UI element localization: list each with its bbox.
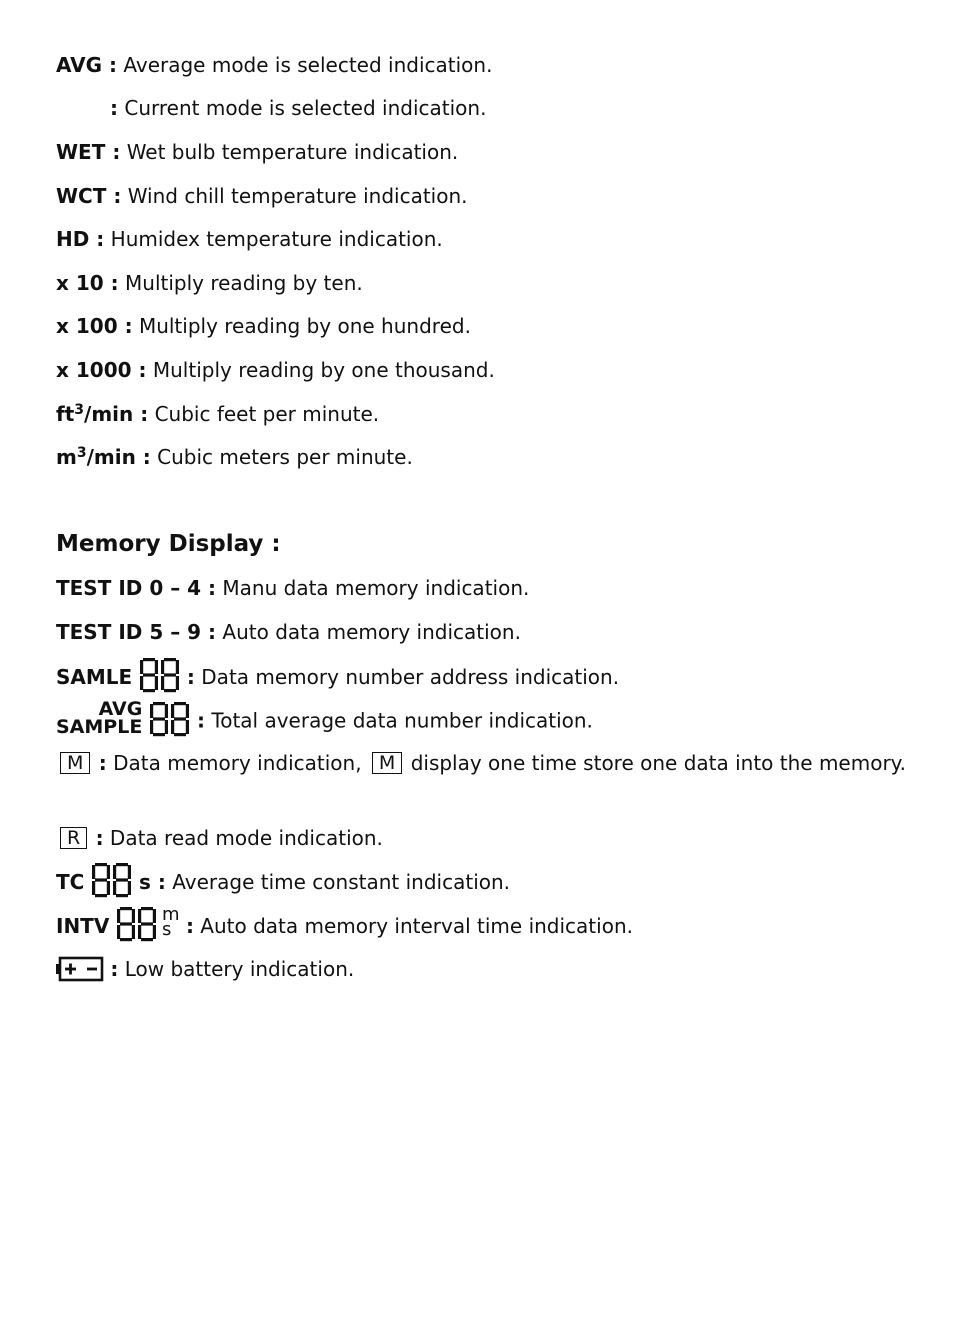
indicator-x1000 bbox=[56, 355, 914, 385]
read-mode-indicator: R : Data read mode indication. bbox=[56, 823, 914, 853]
indicator-wct bbox=[56, 181, 914, 211]
avg-sample-label: AVG SAMPLE bbox=[56, 698, 143, 738]
samle-desc: Data memory number address indication. bbox=[201, 665, 620, 689]
unit-ft3-min bbox=[56, 399, 914, 429]
test-id-auto bbox=[56, 617, 914, 647]
tc-label: TC bbox=[56, 870, 85, 894]
indicator-label: AVG : bbox=[56, 53, 117, 77]
avg-sample-indicator: AVG SAMPLE : Total average data number indication. bbox=[56, 698, 593, 738]
indicator-avg bbox=[56, 50, 914, 80]
indicator-hd bbox=[56, 224, 914, 254]
indicator-current bbox=[110, 93, 914, 123]
samle-label: SAMLE bbox=[56, 665, 133, 689]
avg-sample-desc: Total average data number indication. bbox=[211, 708, 593, 733]
memory-m-icon: M bbox=[60, 752, 90, 774]
read-r-icon: R bbox=[60, 827, 87, 849]
test-id-manu bbox=[56, 573, 914, 603]
low-battery-indicator: : Low battery indication. bbox=[56, 954, 914, 984]
unit-desc: Cubic feet per minute. bbox=[154, 402, 380, 426]
indicator-label: x 100 : bbox=[56, 314, 133, 338]
unit-label: $m^3/\min$ : bbox=[56, 445, 151, 469]
indicator-x10 bbox=[56, 268, 914, 298]
samle-indicator: SAMLE : Data memory number address indication. bbox=[56, 661, 914, 696]
unit-label: $ft^3/\min$ : bbox=[56, 402, 149, 426]
seven-segment-88-icon bbox=[116, 907, 158, 942]
indicator-desc: Multiply reading by one hundred. bbox=[138, 314, 471, 338]
indicator-desc: Current mode is selected indication. bbox=[124, 96, 487, 120]
indicator-label: WCT : bbox=[56, 184, 122, 208]
intv-indicator: INTV m s : Auto data memory interval time indication. bbox=[56, 910, 914, 945]
test-id-desc: Manu data memory indication. bbox=[222, 576, 530, 600]
low-battery-desc: Low battery indication. bbox=[124, 957, 355, 981]
tc-desc: Average time constant indication. bbox=[172, 870, 511, 894]
test-id-label: TEST ID 0 – 4 : bbox=[56, 576, 217, 600]
indicator-label: WET : bbox=[56, 140, 121, 164]
memory-display-heading: Memory Display : bbox=[56, 531, 281, 557]
intv-unit: m s bbox=[162, 903, 180, 940]
indicator-label: x 1000 : bbox=[56, 358, 147, 382]
indicator-desc: Multiply reading by one thousand. bbox=[152, 358, 495, 382]
indicator-desc: Wet bulb temperature indication. bbox=[126, 140, 459, 164]
indicator-desc: Multiply reading by ten. bbox=[125, 271, 363, 295]
memory-indicator: M : Data memory indication, M display one time store one data into the memory. bbox=[56, 748, 914, 778]
memory-m-icon: M bbox=[372, 752, 402, 774]
intv-label: INTV bbox=[56, 914, 110, 938]
indicator-desc: Average mode is selected indication. bbox=[123, 53, 493, 77]
seven-segment-88-icon bbox=[139, 658, 181, 693]
tc-indicator: TC s : Average time constant indication. bbox=[56, 866, 914, 901]
indicator-label: : bbox=[110, 96, 118, 120]
indicator-label: x 10 : bbox=[56, 271, 119, 295]
test-id-desc: Auto data memory indication. bbox=[222, 620, 521, 644]
seven-segment-88-icon bbox=[91, 863, 133, 898]
battery-icon bbox=[56, 956, 104, 982]
indicator-desc: Humidex temperature indication. bbox=[110, 227, 443, 251]
indicator-label: HD : bbox=[56, 227, 105, 251]
test-id-label: TEST ID 5 – 9 : bbox=[56, 620, 217, 644]
unit-m3-min bbox=[56, 442, 914, 472]
indicator-wet bbox=[56, 137, 914, 167]
indicator-x100 bbox=[56, 311, 914, 341]
unit-desc: Cubic meters per minute. bbox=[157, 445, 413, 469]
indicator-desc: Wind chill temperature indication. bbox=[127, 184, 468, 208]
seven-segment-88-icon bbox=[149, 702, 191, 737]
intv-desc: Auto data memory interval time indication. bbox=[200, 914, 633, 938]
